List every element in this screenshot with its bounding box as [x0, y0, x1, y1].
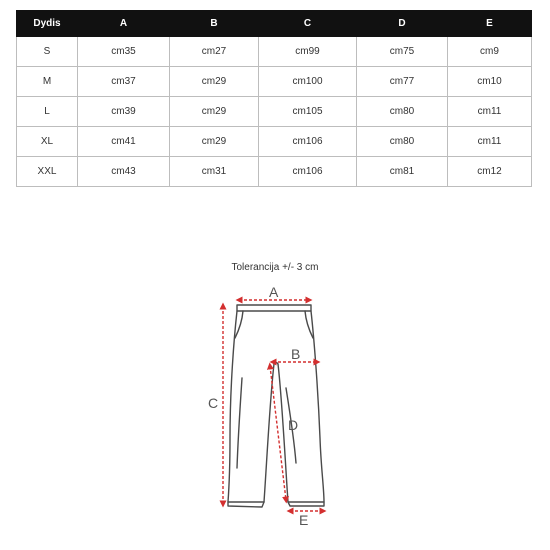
header-d: D	[357, 11, 448, 37]
table-cell: cm100	[259, 67, 357, 97]
table-cell: cm12	[448, 157, 532, 187]
tolerance-note: Tolerancija +/- 3 cm	[231, 262, 319, 273]
table-header-row	[17, 11, 532, 37]
table-cell: cm75	[357, 37, 448, 67]
table-cell: cm10	[448, 67, 532, 97]
table-cell: cm106	[259, 157, 357, 187]
label-d: D	[288, 417, 299, 433]
table-cell: cm99	[259, 37, 357, 67]
table-cell: cm9	[448, 37, 532, 67]
table-cell: cm106	[259, 127, 357, 157]
table-cell: cm41	[78, 127, 170, 157]
header-b: B	[170, 11, 259, 37]
label-e: E	[299, 512, 309, 528]
size-cell: S	[17, 37, 78, 67]
table-cell: cm27	[170, 37, 259, 67]
table-cell: cm105	[259, 97, 357, 127]
label-b: B	[291, 346, 301, 362]
table-cell: cm31	[170, 157, 259, 187]
table-cell: cm80	[357, 127, 448, 157]
table-row	[17, 97, 532, 127]
table-cell: cm29	[170, 67, 259, 97]
size-table	[16, 10, 532, 187]
table-cell: cm77	[357, 67, 448, 97]
pants-measurement-diagram	[190, 278, 360, 530]
table-cell: cm43	[78, 157, 170, 187]
table-cell: cm29	[170, 127, 259, 157]
table-cell: cm35	[78, 37, 170, 67]
label-a: A	[269, 284, 279, 300]
header-e: E	[448, 11, 532, 37]
table-row	[17, 127, 532, 157]
table-cell: cm80	[357, 97, 448, 127]
label-c: C	[208, 395, 219, 411]
table-cell: cm29	[170, 97, 259, 127]
header-c: C	[259, 11, 357, 37]
table-cell: cm37	[78, 67, 170, 97]
table-row	[17, 37, 532, 67]
header-a: A	[78, 11, 170, 37]
table-row	[17, 67, 532, 97]
table-row	[17, 157, 532, 187]
size-cell: L	[17, 97, 78, 127]
table-cell: cm11	[448, 97, 532, 127]
size-cell: XL	[17, 127, 78, 157]
table-cell: cm81	[357, 157, 448, 187]
header-size: Dydis	[17, 11, 78, 37]
size-cell: M	[17, 67, 78, 97]
table-cell: cm11	[448, 127, 532, 157]
pants-outline	[228, 305, 324, 507]
size-cell: XXL	[17, 157, 78, 187]
table-cell: cm39	[78, 97, 170, 127]
